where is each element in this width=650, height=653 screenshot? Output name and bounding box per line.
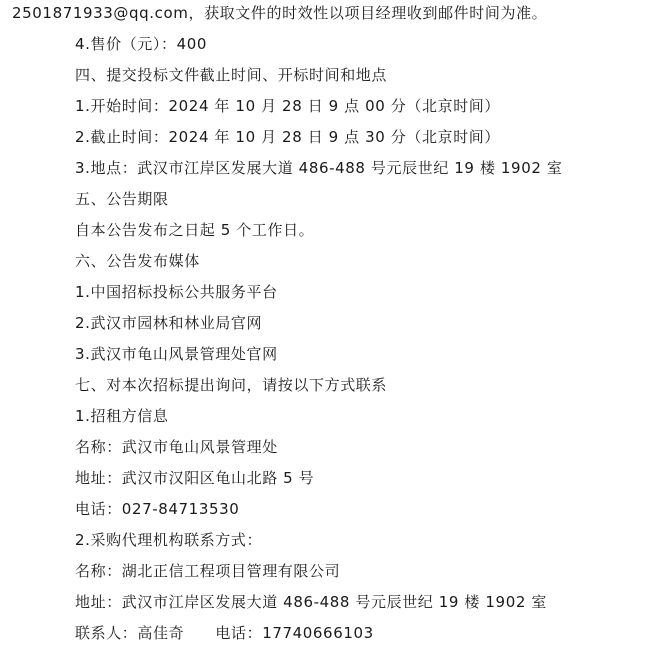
agency-address-line: 地址：武汉市江岸区发展大道 486-488 号元辰世纪 19 楼 1902 室 <box>75 593 547 611</box>
section-6-heading: 六、公告发布媒体 <box>75 252 200 270</box>
location-line: 3.地点：武汉市江岸区发展大道 486-488 号元辰世纪 19 楼 1902 室 <box>75 159 563 177</box>
deadline-line: 2.截止时间：2024 年 10 月 28 日 9 点 30 分（北京时间） <box>75 128 501 146</box>
lessor-phone-line: 电话：027-84713530 <box>75 500 240 518</box>
email-line: 2501871933@qq.com，获取文件的时效性以项目经理收到邮件时间为准。 <box>12 4 548 22</box>
media-item-2: 2.武汉市园林和林业局官网 <box>75 314 263 332</box>
agency-contact-line: 联系人：高佳奇 电话：17740666103 <box>75 624 374 642</box>
start-time-line: 1.开始时间：2024 年 10 月 28 日 9 点 00 分（北京时间） <box>75 97 501 115</box>
media-item-1: 1.中国招标投标公共服务平台 <box>75 283 278 301</box>
lessor-name-line: 名称：武汉市龟山风景管理处 <box>75 438 278 456</box>
agency-name-line: 名称：湖北正信工程项目管理有限公司 <box>75 562 341 580</box>
notice-period-line: 自本公告发布之日起 5 个工作日。 <box>75 221 315 239</box>
section-5-heading: 五、公告期限 <box>75 190 169 208</box>
price-line: 4.售价（元）：400 <box>75 35 208 53</box>
section-7-heading: 七、对本次招标提出询问，请按以下方式联系 <box>75 376 388 394</box>
lessor-info-heading: 1.招租方信息 <box>75 407 169 425</box>
section-4-heading: 四、提交投标文件截止时间、开标时间和地点 <box>75 66 388 84</box>
agency-info-heading: 2.采购代理机构联系方式： <box>75 531 263 549</box>
media-item-3: 3.武汉市龟山风景管理处官网 <box>75 345 278 363</box>
lessor-address-line: 地址：武汉市汉阳区龟山北路 5 号 <box>75 469 315 487</box>
